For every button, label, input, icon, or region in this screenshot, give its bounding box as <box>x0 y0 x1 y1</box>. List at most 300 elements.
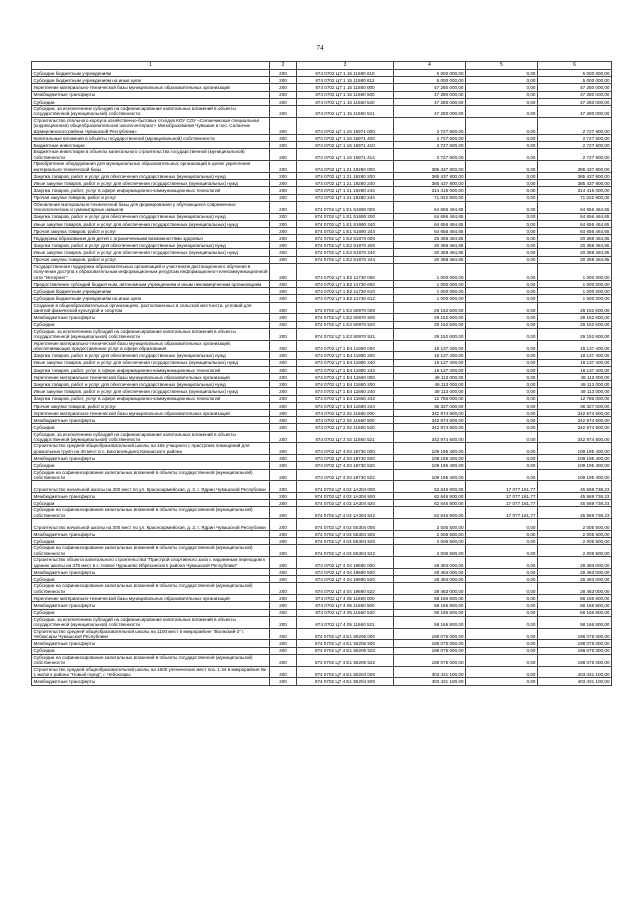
row-name-cell: Субсидии <box>32 538 270 545</box>
table-row <box>32 70 612 77</box>
table-row <box>32 77 612 84</box>
row-grbs-cell: 200 <box>270 194 297 201</box>
table-row <box>32 352 612 359</box>
row-amount-cell: 1 000 000,00 <box>394 263 466 280</box>
row-total-cell: 49 113 000,00 <box>538 381 612 388</box>
table-row <box>32 431 612 443</box>
row-total-cell: 109 195 400,00 <box>538 462 612 469</box>
table-row <box>32 256 612 263</box>
row-amount-cell: 36 327 000,00 <box>394 402 466 409</box>
row-total-cell: 109 195 400,00 <box>538 469 612 481</box>
row-code-cell: 874 0702 Ц7 4 03 S5304 500 <box>297 531 394 538</box>
row-grbs-cell: 200 <box>270 583 297 595</box>
row-code-cell: 874 0702 Ц7 2 02 11660 000 <box>297 409 394 416</box>
row-amount-cell: 385 437 800,00 <box>394 172 466 179</box>
row-change-cell: 0,00 <box>466 249 538 256</box>
row-total-cell: 5 000 000,00 <box>538 77 612 84</box>
row-total-cell: 18 137 400,00 <box>538 340 612 352</box>
row-name-cell: Строительство начальной школы на 300 мест по ул. Красноармейская, д. 2, г. Ядрин Чувашской Республики <box>32 519 270 531</box>
row-name-cell: Субсидии, за исключением субсидий на софинансирование капитальных вложений в объекты государственной (муниципальной) собственности <box>32 616 270 628</box>
row-code-cell: 874 0702 Ц7 4 Е1 55206 000 <box>297 628 394 640</box>
row-name-cell: Создание в общеобразовательных организациях, расположенных в сельской местности, условий для занятий физической культурой и спортом <box>32 302 270 314</box>
row-change-cell: 0,00 <box>466 314 538 321</box>
row-total-cell: 198 075 000,00 <box>538 628 612 640</box>
row-change-cell: 0,00 <box>466 359 538 366</box>
row-code-cell: 874 0702 Ц7 4 03 19730 520 <box>297 462 394 469</box>
row-name-cell: Субсидии <box>32 424 270 431</box>
row-change-cell: 0,00 <box>466 295 538 302</box>
row-grbs-cell: 200 <box>270 84 297 91</box>
row-name-cell: Субсидии <box>32 462 270 469</box>
row-name-cell: Закупка товаров, работ и услуг для обеспечения государственных (муниципальных) нужд <box>32 213 270 220</box>
table-row <box>32 628 612 640</box>
row-grbs-cell: 200 <box>270 91 297 98</box>
row-name-cell: Субсидии <box>32 98 270 105</box>
table-row <box>32 263 612 280</box>
row-total-cell: 1 000 000,00 <box>538 263 612 280</box>
row-amount-cell: 20 368 484,85 <box>394 235 466 242</box>
row-total-cell: 58 166 800,00 <box>538 616 612 628</box>
row-change-cell: 0,00 <box>466 409 538 416</box>
row-total-cell: 403 431 100,00 <box>538 678 612 685</box>
row-total-cell: 64 656 464,65 <box>538 213 612 220</box>
row-total-cell: 2 005 500,00 <box>538 538 612 545</box>
row-change-cell: 0,00 <box>466 443 538 455</box>
row-amount-cell: 2 727 600,00 <box>394 149 466 161</box>
row-name-cell: Укрепление материально-технической базы муниципальных образовательных организаций, обеспечивающих предоставление услуг в сфере образования <box>32 340 270 352</box>
row-change-cell: 0,00 <box>466 263 538 280</box>
row-grbs-cell: 200 <box>270 531 297 538</box>
row-code-cell: 874 0702 Ц7 1 Е2 50970 520 <box>297 321 394 328</box>
table-row <box>32 91 612 98</box>
table-row <box>32 340 612 352</box>
table-row <box>32 302 612 314</box>
row-grbs-cell: 200 <box>270 431 297 443</box>
row-amount-cell: 109 195 400,00 <box>394 462 466 469</box>
row-grbs-cell: 200 <box>270 235 297 242</box>
row-grbs-cell: 200 <box>270 424 297 431</box>
row-code-cell: 874 0702 Ц7 4 03 1А304 500 <box>297 493 394 500</box>
row-code-cell: 874 0702 Ц7 4 03 19730 522 <box>297 469 394 481</box>
row-total-cell: 198 075 000,00 <box>538 654 612 666</box>
row-total-cell: 109 195 400,00 <box>538 443 612 455</box>
row-amount-cell: 29 152 600,00 <box>394 328 466 340</box>
row-change-cell: 0,00 <box>466 187 538 194</box>
row-grbs-cell: 200 <box>270 201 297 213</box>
row-code-cell: 874 0702 Ц7 1 15 11660 500 <box>297 91 394 98</box>
row-change-cell: 0,00 <box>466 628 538 640</box>
row-name-cell: Субсидии <box>32 321 270 328</box>
row-grbs-cell: 200 <box>270 569 297 576</box>
row-grbs-cell: 200 <box>270 602 297 609</box>
row-code-cell: 874 0702 Ц7 1 15 11580 610 <box>297 70 394 77</box>
row-amount-cell: 47 280 000,00 <box>394 84 466 91</box>
row-amount-cell: 385 437 800,00 <box>394 161 466 173</box>
table-row <box>32 117 612 134</box>
row-total-cell: 29 152 600,00 <box>538 328 612 340</box>
row-total-cell: 342 974 600,00 <box>538 424 612 431</box>
table-row <box>32 395 612 402</box>
row-name-cell: Субсидии на софинансирование капитальных вложений в объекты государственной (муниципальной) собственности <box>32 507 270 519</box>
row-total-cell: 29 152 600,00 <box>538 302 612 314</box>
row-grbs-cell: 200 <box>270 77 297 84</box>
row-total-cell: 47 280 000,00 <box>538 105 612 117</box>
row-code-cell: 874 0702 Ц7 4 05 11660 521 <box>297 616 394 628</box>
row-amount-cell: 2 727 600,00 <box>394 117 466 134</box>
row-grbs-cell: 200 <box>270 340 297 352</box>
row-grbs-cell: 200 <box>270 381 297 388</box>
row-grbs-cell: 200 <box>270 134 297 141</box>
row-grbs-cell: 200 <box>270 640 297 647</box>
table-row <box>32 242 612 249</box>
row-total-cell: 18 137 400,00 <box>538 352 612 359</box>
row-code-cell: 874 0702 Ц7 1 Е2 51870 000 <box>297 235 394 242</box>
row-grbs-cell: 200 <box>270 576 297 583</box>
row-total-cell: 2 005 500,00 <box>538 545 612 557</box>
row-amount-cell: 1 000 000,00 <box>394 295 466 302</box>
row-amount-cell: 28 483 000,00 <box>394 576 466 583</box>
row-amount-cell: 342 974 600,00 <box>394 424 466 431</box>
row-name-cell: Строительство спального корпуса хозяйственно-бытовых отходов КОУ СОУ «Саланчикская специальная (коррекционная) общеобразовательная школа-интернат» Минобразования Чувашии в пос. Саланчик Шумерлинского района Чувашской Республики» <box>32 117 270 134</box>
row-code-cell: 874 0702 Ц7 1 Е4 11660 242 <box>297 395 394 402</box>
row-grbs-cell: 200 <box>270 616 297 628</box>
row-grbs-cell: 200 <box>270 70 297 77</box>
row-change-cell: 0,00 <box>466 105 538 117</box>
row-amount-cell: 198 075 000,00 <box>394 628 466 640</box>
row-total-cell: 20 368 484,85 <box>538 256 612 263</box>
table-row <box>32 213 612 220</box>
row-code-cell: 874 0702 Ц7 1 21 19280 240 <box>297 180 394 187</box>
column-header: 6 <box>538 62 612 70</box>
row-amount-cell: 385 437 800,00 <box>394 180 466 187</box>
row-code-cell: 874 0702 Ц7 1 15 11660 520 <box>297 98 394 105</box>
row-total-cell: 1 000 000,00 <box>538 295 612 302</box>
row-code-cell: 874 0702 Ц7 1 Е4 11660 240 <box>297 388 394 395</box>
row-name-cell: Закупка товаров, работ и услуг для обеспечения государственных (муниципальных) нужд <box>32 381 270 388</box>
table-row <box>32 194 612 201</box>
row-code-cell: 874 0702 Ц7 1 Е2 50970 500 <box>297 314 394 321</box>
row-change-cell: 0,00 <box>466 640 538 647</box>
row-code-cell: 874 0702 Ц7 1 Е1 51690 240 <box>297 220 394 227</box>
row-total-cell: 18 137 400,00 <box>538 366 612 373</box>
row-code-cell: 874 0702 Ц7 1 Е2 11730 610 <box>297 288 394 295</box>
row-amount-cell: 64 656 464,65 <box>394 227 466 234</box>
row-grbs-cell: 200 <box>270 295 297 302</box>
row-code-cell: 874 0702 Ц7 4 03 19730 000 <box>297 443 394 455</box>
row-amount-cell: 49 113 000,00 <box>394 374 466 381</box>
row-code-cell: 874 0702 Ц7 4 03 1А304 520 <box>297 500 394 507</box>
row-grbs-cell: 200 <box>270 105 297 117</box>
row-total-cell: 45 569 738,23 <box>538 507 612 519</box>
row-amount-cell: 20 368 484,85 <box>394 249 466 256</box>
table-row <box>32 281 612 288</box>
row-grbs-cell: 200 <box>270 507 297 519</box>
row-code-cell: 874 0702 Ц7 1 Е1 51690 244 <box>297 227 394 234</box>
row-grbs-cell: 200 <box>270 161 297 173</box>
row-name-cell: Строительство средней общеобразовательной школы на 1600 ученических мест поз. 1.34 в микрорайоне № 1 жилого района "Новый город", г. Чебоксары <box>32 666 270 678</box>
row-amount-cell: 28 483 000,00 <box>394 557 466 569</box>
row-code-cell: 874 0702 Ц7 4 Е1 55204 500 <box>297 678 394 685</box>
row-grbs-cell: 200 <box>270 142 297 149</box>
table-row <box>32 443 612 455</box>
row-amount-cell: 28 483 000,00 <box>394 569 466 576</box>
table-row <box>32 640 612 647</box>
row-change-cell: 0,00 <box>466 180 538 187</box>
row-name-cell: Субсидии на софинансирование капитальных вложений в объекты государственной (муниципальной) собственности <box>32 469 270 481</box>
table-row <box>32 180 612 187</box>
row-grbs-cell: 200 <box>270 374 297 381</box>
page-number: 74 <box>316 44 324 52</box>
table-row <box>32 647 612 654</box>
table-row <box>32 462 612 469</box>
row-code-cell: 874 0702 Ц7 1 Е2 11730 600 <box>297 281 394 288</box>
row-code-cell: 874 0702 Ц7 4 04 19690 000 <box>297 557 394 569</box>
row-amount-cell: 314 415 000,00 <box>394 187 466 194</box>
table-row <box>32 678 612 685</box>
row-name-cell: Прочая закупка товаров, работ и услуг <box>32 194 270 201</box>
row-grbs-cell: 200 <box>270 469 297 481</box>
row-name-cell: Субсидии на софинансирование капитальных вложений в объекты государственной (муниципальной) собственности <box>32 545 270 557</box>
row-amount-cell: 18 137 400,00 <box>394 340 466 352</box>
row-amount-cell: 342 974 600,00 <box>394 417 466 424</box>
row-grbs-cell: 200 <box>270 220 297 227</box>
row-name-cell: Укрепление материально-технической базы муниципальных образовательных организаций <box>32 595 270 602</box>
row-amount-cell: 18 137 400,00 <box>394 352 466 359</box>
row-amount-cell: 62 646 900,00 <box>394 500 466 507</box>
table-row <box>32 359 612 366</box>
row-total-cell: 58 166 800,00 <box>538 602 612 609</box>
row-grbs-cell: 200 <box>270 314 297 321</box>
row-grbs-cell: 200 <box>270 328 297 340</box>
row-total-cell: 1 000 000,00 <box>538 288 612 295</box>
row-grbs-cell: 200 <box>270 388 297 395</box>
table-row <box>32 134 612 141</box>
table-row <box>32 576 612 583</box>
row-amount-cell: 62 646 900,00 <box>394 481 466 493</box>
row-amount-cell: 58 166 800,00 <box>394 609 466 616</box>
row-amount-cell: 198 075 000,00 <box>394 647 466 654</box>
row-code-cell: 874 0702 Ц7 1 Е4 11660 200 <box>297 381 394 388</box>
row-amount-cell: 47 280 000,00 <box>394 105 466 117</box>
column-header: 4 <box>394 62 466 70</box>
row-grbs-cell: 200 <box>270 256 297 263</box>
row-code-cell: 874 0702 Ц7 1 21 19280 200 <box>297 172 394 179</box>
row-change-cell: 0,00 <box>466 201 538 213</box>
table-row <box>32 602 612 609</box>
table-row <box>32 149 612 161</box>
row-code-cell: 874 0702 Ц7 4 05 11660 000 <box>297 595 394 602</box>
table-row <box>32 220 612 227</box>
row-grbs-cell: 200 <box>270 462 297 469</box>
row-code-cell: 874 0702 Ц7 1 Е2 11730 612 <box>297 295 394 302</box>
row-name-cell: Субсидии <box>32 576 270 583</box>
row-grbs-cell: 200 <box>270 227 297 234</box>
row-name-cell: Иные закупки товаров, работ и услуг для обеспечения государственных (муниципальных) нужд <box>32 220 270 227</box>
row-amount-cell: 64 656 464,65 <box>394 213 466 220</box>
row-name-cell: Закупка товаров, работ и услуг для обеспечения государственных (муниципальных) нужд <box>32 242 270 249</box>
table-row <box>32 654 612 666</box>
row-code-cell: 874 0702 Ц7 1 Е4 11990 200 <box>297 352 394 359</box>
row-grbs-cell: 200 <box>270 172 297 179</box>
row-change-cell: 0,00 <box>466 235 538 242</box>
row-change-cell: 0,00 <box>466 531 538 538</box>
row-grbs-cell: 200 <box>270 352 297 359</box>
row-change-cell: 17 077 161,77 <box>466 493 538 500</box>
row-code-cell: 874 0702 Ц7 4 Е1 55206 522 <box>297 654 394 666</box>
row-change-cell: 0,00 <box>466 609 538 616</box>
row-grbs-cell: 200 <box>270 149 297 161</box>
row-code-cell: 874 0702 Ц7 4 04 19690 500 <box>297 569 394 576</box>
row-change-cell: 0,00 <box>466 654 538 666</box>
row-total-cell: 198 075 000,00 <box>538 647 612 654</box>
row-name-cell: Обновление материально-технической базы для формирования у обучающихся современных технологических и гуманитарных навыков <box>32 201 270 213</box>
row-name-cell: Приобретение оборудования для муниципальных образовательных организаций в целях укрепления материально-технической базы <box>32 161 270 173</box>
row-grbs-cell: 200 <box>270 395 297 402</box>
row-amount-cell: 28 483 000,00 <box>394 583 466 595</box>
row-name-cell: Межбюджетные трансферты <box>32 455 270 462</box>
table-row <box>32 595 612 602</box>
row-code-cell: 874 0702 Ц7 4 03 1А304 522 <box>297 507 394 519</box>
row-total-cell: 2 005 500,00 <box>538 531 612 538</box>
table-row <box>32 187 612 194</box>
row-total-cell: 342 974 600,00 <box>538 417 612 424</box>
row-code-cell: 874 0702 Ц7 4 03 19730 500 <box>297 455 394 462</box>
row-change-cell: 0,00 <box>466 469 538 481</box>
row-total-cell: 45 569 738,23 <box>538 493 612 500</box>
row-change-cell: 0,00 <box>466 424 538 431</box>
row-change-cell: 0,00 <box>466 149 538 161</box>
row-amount-cell: 20 368 484,85 <box>394 242 466 249</box>
row-amount-cell: 12 786 000,00 <box>394 395 466 402</box>
row-total-cell: 314 415 000,00 <box>538 187 612 194</box>
row-change-cell: 17 077 161,77 <box>466 481 538 493</box>
row-amount-cell: 62 646 900,00 <box>394 493 466 500</box>
row-total-cell: 45 569 738,23 <box>538 500 612 507</box>
row-amount-cell: 2 727 600,00 <box>394 134 466 141</box>
row-total-cell: 2 005 500,00 <box>538 519 612 531</box>
row-change-cell: 0,00 <box>466 538 538 545</box>
row-name-cell: Закупка товаров, работ, услуг в сфере информационно-коммуникационных технологий <box>32 395 270 402</box>
row-amount-cell: 342 974 600,00 <box>394 409 466 416</box>
row-code-cell: 874 0702 Ц7 1 21 19280 244 <box>297 194 394 201</box>
row-total-cell: 29 152 600,00 <box>538 321 612 328</box>
row-grbs-cell: 200 <box>270 545 297 557</box>
row-grbs-cell: 200 <box>270 281 297 288</box>
row-change-cell: 0,00 <box>466 117 538 134</box>
row-change-cell: 0,00 <box>466 576 538 583</box>
row-total-cell: 64 656 464,65 <box>538 227 612 234</box>
row-grbs-cell: 200 <box>270 180 297 187</box>
row-total-cell: 47 280 000,00 <box>538 91 612 98</box>
row-total-cell: 109 195 400,00 <box>538 455 612 462</box>
table-row <box>32 481 612 493</box>
row-change-cell: 0,00 <box>466 402 538 409</box>
row-name-cell: Субсидии, за исключением субсидий на софинансирование капитальных вложений в объекты государственной (муниципальной) собственности <box>32 328 270 340</box>
row-code-cell: 874 0702 Ц7 1 Е4 11660 000 <box>297 374 394 381</box>
row-change-cell: 0,00 <box>466 666 538 678</box>
row-total-cell: 385 437 800,00 <box>538 161 612 173</box>
row-name-cell: Бюджетные инвестиции <box>32 142 270 149</box>
row-change-cell: 0,00 <box>466 455 538 462</box>
row-code-cell: 874 0702 Ц7 1 Е2 51870 240 <box>297 249 394 256</box>
row-change-cell: 0,00 <box>466 519 538 531</box>
row-name-cell: Закупка товаров, работ, услуг в сфере информационно-коммуникационных технологий <box>32 187 270 194</box>
table-row <box>32 507 612 519</box>
row-code-cell: 874 0702 Ц7 2 02 11660 520 <box>297 424 394 431</box>
column-header: 3 <box>297 62 394 70</box>
row-name-cell: Иные закупки товаров, работ и услуг для обеспечения государственных (муниципальных) нужд <box>32 180 270 187</box>
row-name-cell: Субсидии бюджетным учреждениям <box>32 70 270 77</box>
row-name-cell: Субсидии бюджетным учреждениям на иные цели <box>32 77 270 84</box>
row-amount-cell: 342 974 600,00 <box>394 431 466 443</box>
row-name-cell: Иные закупки товаров, работ и услуг для обеспечения государственных (муниципальных) нужд <box>32 249 270 256</box>
row-code-cell: 874 0702 Ц7 2 02 11660 500 <box>297 417 394 424</box>
row-total-cell: 28 483 000,00 <box>538 576 612 583</box>
row-change-cell: 0,00 <box>466 220 538 227</box>
row-change-cell: 0,00 <box>466 98 538 105</box>
row-name-cell: Строительство объекта капитального строительства "Пристрой спортивного зала с надземным переходом к зданию школы на 375 мест в с. Новое Чурашево Ибресинского района Чувашской Республики" <box>32 557 270 569</box>
budget-table <box>31 61 612 686</box>
row-amount-cell: 1 000 000,00 <box>394 281 466 288</box>
table-row <box>32 569 612 576</box>
row-code-cell: 874 0702 Ц7 4 Е1 55206 500 <box>297 640 394 647</box>
row-total-cell: 58 166 800,00 <box>538 595 612 602</box>
table-row <box>32 142 612 149</box>
table-row <box>32 172 612 179</box>
table-row <box>32 493 612 500</box>
row-change-cell: 0,00 <box>466 462 538 469</box>
row-name-cell: Иные закупки товаров, работ и услуг для обеспечения государственных (муниципальных) нужд <box>32 388 270 395</box>
row-total-cell: 342 974 600,00 <box>538 409 612 416</box>
row-code-cell: 874 0702 Ц7 1 Е4 11660 244 <box>297 402 394 409</box>
row-name-cell: Субсидии, за исключением субсидий на софинансирование капитальных вложений в объекты государственной (муниципальной) собственности <box>32 105 270 117</box>
row-code-cell: 874 0702 Ц7 1 Е2 50970 521 <box>297 328 394 340</box>
row-grbs-cell: 200 <box>270 609 297 616</box>
row-name-cell: Межбюджетные трансферты <box>32 640 270 647</box>
row-amount-cell: 109 195 400,00 <box>394 455 466 462</box>
table-row <box>32 402 612 409</box>
row-name-cell: Закупка товаров, работ и услуг для обеспечения государственных (муниципальных) нужд <box>32 172 270 179</box>
row-name-cell: Прочая закупка товаров, работ и услуг <box>32 256 270 263</box>
table-row <box>32 201 612 213</box>
row-amount-cell: 109 195 400,00 <box>394 443 466 455</box>
row-amount-cell: 2 005 500,00 <box>394 531 466 538</box>
row-name-cell: Субсидии на софинансирование капитальных вложений в объекты государственной (муниципальной) собственности <box>32 654 270 666</box>
row-change-cell: 0,00 <box>466 569 538 576</box>
row-name-cell: Субсидии бюджетным учреждениям на иные цели <box>32 295 270 302</box>
row-change-cell: 0,00 <box>466 288 538 295</box>
row-grbs-cell: 200 <box>270 213 297 220</box>
row-name-cell: Прочая закупка товаров, работ и услуг <box>32 402 270 409</box>
row-change-cell: 0,00 <box>466 77 538 84</box>
table-row <box>32 409 612 416</box>
row-grbs-cell: 200 <box>270 249 297 256</box>
row-change-cell: 0,00 <box>466 134 538 141</box>
row-name-cell: Субсидии <box>32 500 270 507</box>
row-total-cell: 12 786 000,00 <box>538 395 612 402</box>
row-total-cell: 71 022 800,00 <box>538 194 612 201</box>
row-name-cell: Межбюджетные трансферты <box>32 493 270 500</box>
table-row <box>32 314 612 321</box>
row-amount-cell: 62 646 900,00 <box>394 507 466 519</box>
row-grbs-cell: 200 <box>270 455 297 462</box>
table-row <box>32 531 612 538</box>
row-grbs-cell: 200 <box>270 557 297 569</box>
row-grbs-cell: 200 <box>270 538 297 545</box>
row-name-cell: Строительство средней общеобразовательной школы на 1100 мест в микрорайоне "Волжский-2" г. Чебоксары Чувашской Республики <box>32 628 270 640</box>
row-code-cell: 874 0702 Ц7 2 02 11660 521 <box>297 431 394 443</box>
row-code-cell: 874 0702 Ц7 1 15 11660 521 <box>297 105 394 117</box>
